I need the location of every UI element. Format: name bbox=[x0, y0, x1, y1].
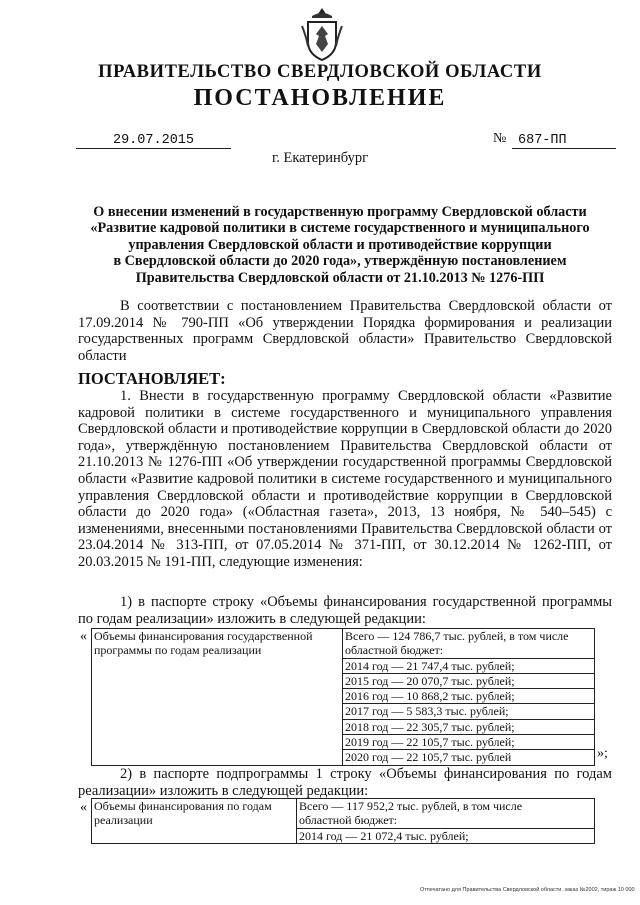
item-1-paragraph: 1. Внести в государственную программу Свердловской области «Развитие кадровой политики в системе государственного и муниципального управления Свердловской области и противодействие коррупции в Свердловской области до 2020 года», утверждённую постановлением Правительства Свердловской области от 21.10.2013 № 1276-ПП «Об утверждении государственной программы Свердловской области «Развитие кадровой политики в системе государственного и муниципального управления Свердловской области и противодействие коррупции в Свердловской области до 2020 года» («Областная газета», 2013, 13 ноября, № 540–545) с изменениями, внесенными постановлениями Правительства Свердловской области от 23.04.2014 № 313-ПП, от 07.05.2014 № 371-ПП, от 30.12.2014 № 1262-ПП, от 20.03.2015 № 191-ПП, следующие изменения: bbox=[78, 388, 612, 570]
year-line: 2019 год — 22 105,7 тыс. рублей; bbox=[343, 735, 594, 750]
coat-of-arms-icon bbox=[300, 6, 344, 62]
title-line: управления Свердловской области и противодействие коррупции bbox=[128, 236, 552, 253]
print-footer: Отпечатано для Правительства Свердловской области. заказ №2002, тираж 10 000 bbox=[420, 887, 635, 893]
title-line: О внесении изменений в государственную программу Свердловской области bbox=[93, 204, 587, 220]
table-line bbox=[297, 799, 594, 829]
table-left-cell: Объемы финансирования по годам реализации bbox=[92, 799, 297, 844]
title-line: «Развитие кадровой политики в системе государственного и муниципального bbox=[90, 220, 590, 237]
subitem-1-paragraph: 1) в паспорте строку «Объемы финансирования государственной программы по годам реализации» изложить в следующей редакции: bbox=[78, 594, 612, 627]
document-number: 687-ПП bbox=[512, 133, 616, 149]
number-label: № bbox=[493, 131, 507, 146]
table-left-cell: Объемы финансирования государственной программы по годам реализации bbox=[92, 629, 343, 766]
title-line: Правительства Свердловской области от 21.10.2013 № 1276-ПП bbox=[135, 269, 545, 286]
table-line bbox=[343, 629, 594, 659]
year-line: 2017 год — 5 583,3 тыс. рублей; bbox=[343, 704, 594, 719]
open-quote: « bbox=[80, 800, 87, 815]
year-line: 2020 год — 22 105,7 тыс. рублей bbox=[345, 750, 512, 765]
document-date: 29.07.2015 bbox=[76, 133, 231, 149]
resolves-heading: ПОСТАНОВЛЯЕТ: bbox=[78, 369, 226, 388]
government-name: ПРАВИТЕЛЬСТВО СВЕРДЛОВСКОЙ ОБЛАСТИ bbox=[98, 62, 542, 82]
city: г. Екатеринбург bbox=[271, 150, 369, 166]
subitem-2-paragraph: 2) в паспорте подпрограммы 1 строку «Объемы финансирования по годам реализации» изложить в следующей редакции: bbox=[78, 766, 612, 799]
financing-table-subprogram bbox=[91, 798, 595, 844]
document-type: ПОСТАНОВЛЕНИЕ bbox=[193, 85, 447, 111]
table-right-cell bbox=[343, 629, 595, 766]
title-line: в Свердловской области до 2020 года», утверждённую постановлением bbox=[113, 253, 567, 270]
table-right-cell bbox=[297, 799, 595, 844]
total-line: Всего — 124 786,7 тыс. рублей, в том числе bbox=[345, 629, 569, 643]
close-quote: »; bbox=[597, 746, 608, 761]
document-title bbox=[70, 204, 610, 286]
year-line: 2014 год — 21 072,4 тыс. рублей; bbox=[299, 828, 469, 843]
intro-paragraph: В соответствии с постановлением Правительства Свердловской области от 17.09.2014 № 790-ПП «Об утверждении Порядка формирования и реализации государственных программ Свердловской области» Правительство Свердловской области bbox=[78, 298, 612, 364]
financing-table-program bbox=[91, 628, 595, 766]
year-line: 2015 год — 20 070,7 тыс. рублей; bbox=[343, 674, 594, 689]
year-line: 2014 год — 21 747,4 тыс. рублей; bbox=[343, 659, 594, 674]
year-line: 2018 год — 22 305,7 тыс. рублей; bbox=[343, 720, 594, 735]
year-line: 2016 год — 10 868,2 тыс. рублей; bbox=[343, 689, 594, 704]
open-quote: « bbox=[80, 629, 87, 644]
total-line: Всего — 117 952,2 тыс. рублей, в том числе bbox=[299, 799, 523, 813]
budget-line: областной бюджет: bbox=[299, 813, 398, 828]
budget-line: областной бюджет: bbox=[345, 643, 444, 658]
